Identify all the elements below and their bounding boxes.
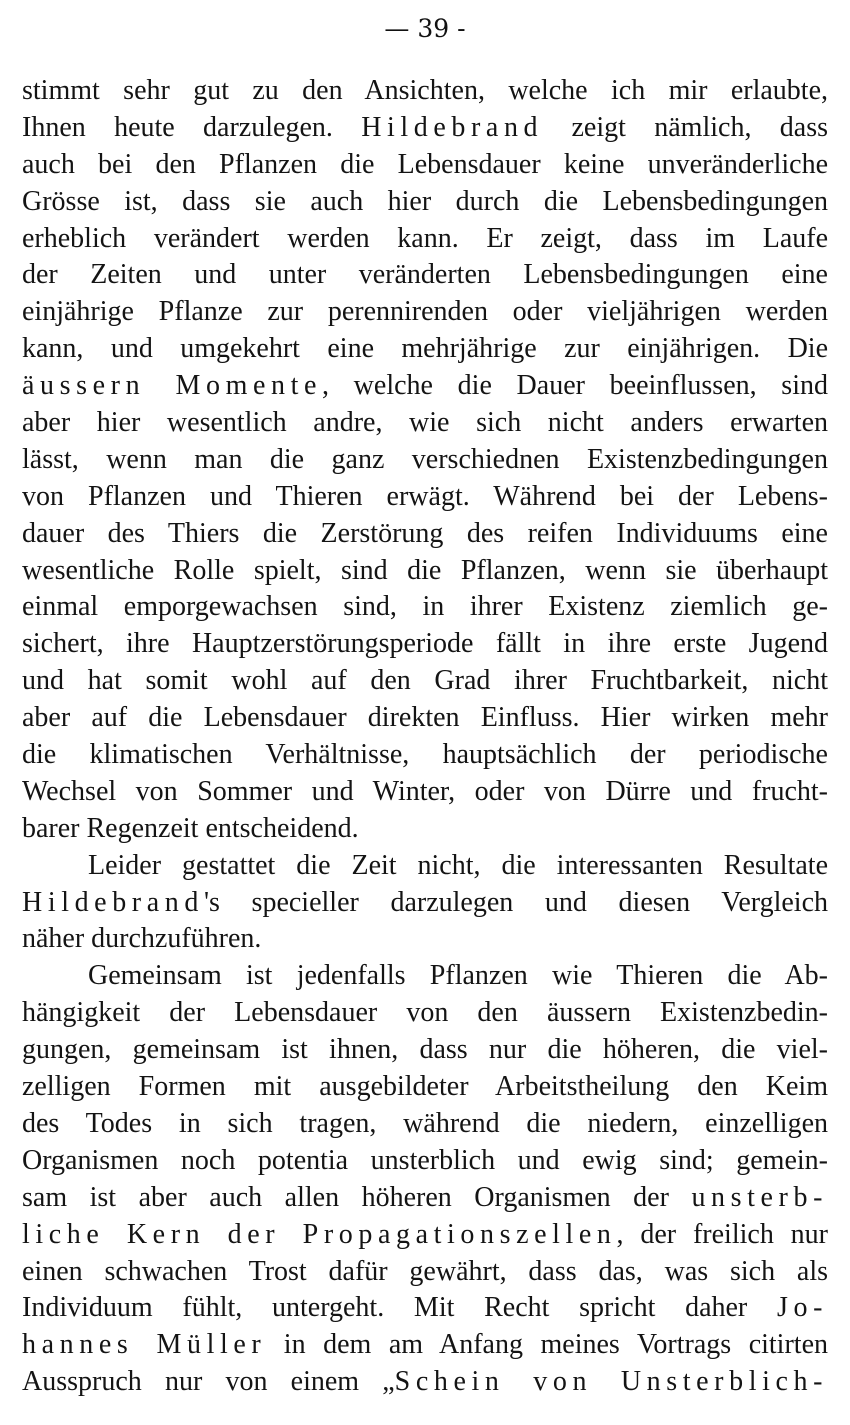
- text-line: [22, 1069, 828, 1106]
- text-line: [22, 405, 828, 442]
- spaced-emphasis-text: unsterb-: [691, 1181, 828, 1213]
- text-line: [22, 885, 828, 922]
- text-line: [22, 589, 828, 626]
- text-line: [22, 848, 828, 885]
- text-segment: , welche die Dauer beeinflussen, sind: [321, 370, 828, 402]
- text-segment: aber hier wesentlich andre, wie sich nicht anders erwarten: [22, 407, 828, 439]
- text-segment: lässt, wenn man die ganz verschiednen Existenzbedingungen: [22, 443, 828, 475]
- text-segment: einen schwachen Trost dafür gewährt, dass das, was sich als: [22, 1255, 828, 1287]
- text-segment: in dem am Anfang meines Vortrags citirten: [266, 1329, 828, 1361]
- text-segment: Gemeinsam ist jedenfalls Pflanzen wie Thieren die Ab-: [88, 960, 828, 992]
- text-segment: zelligen Formen mit ausgebildeter Arbeitstheilung den Keim: [22, 1071, 828, 1103]
- text-line: [22, 737, 828, 774]
- text-line: [22, 221, 828, 258]
- text-segment: stimmt sehr gut zu den Ansichten, welche ich mir erlaubte,: [22, 75, 828, 106]
- text-line: [22, 811, 828, 848]
- spaced-emphasis-text: Schein von Unsterblich-: [394, 1366, 829, 1398]
- text-line: [22, 1180, 828, 1217]
- text-segment: , der freilich nur: [616, 1218, 828, 1250]
- spaced-emphasis-text: äussern Momente: [22, 370, 322, 402]
- text-line: [22, 700, 828, 737]
- text-line: [22, 368, 828, 405]
- text-line: [22, 442, 828, 479]
- text-line: [22, 1032, 828, 1069]
- text-segment: aber auf die Lebensdauer direkten Einfluss. Hier wirken mehr: [22, 702, 828, 734]
- text-line: [22, 1327, 828, 1364]
- text-line: [22, 663, 828, 700]
- text-line: [22, 110, 828, 147]
- text-segment: Ihnen heute darzulegen.: [22, 111, 362, 143]
- text-segment: Ausspruch nur von einem „: [22, 1366, 395, 1398]
- text-segment: erheblich verändert werden kann. Er zeigt, dass im Laufe: [22, 222, 828, 254]
- text-line: [22, 553, 828, 590]
- text-line: [22, 921, 828, 958]
- text-line: [22, 73, 828, 110]
- text-segment: einmal emporgewachsen sind, in ihrer Existenz ziemlich ge-: [22, 591, 828, 623]
- text-line: [22, 1254, 828, 1291]
- text-segment: Individuum fühlt, untergeht. Mit Recht spricht daher: [22, 1292, 777, 1324]
- text-segment: näher durchzuführen.: [22, 923, 262, 955]
- text-line: [22, 958, 828, 995]
- spaced-emphasis-text: Jo-: [776, 1292, 828, 1324]
- text-segment: Grösse ist, dass sie auch hier durch die Lebensbedingungen: [22, 185, 828, 217]
- text-line: [22, 331, 828, 368]
- text-segment: wesentliche Rolle spielt, sind die Pflanzen, wenn sie überhaupt: [22, 554, 828, 586]
- text-segment: sam ist aber auch allen höheren Organismen der: [22, 1181, 692, 1213]
- text-segment: barer Regenzeit entscheidend.: [22, 812, 359, 844]
- spaced-emphasis-text: Hildebrand: [22, 886, 204, 918]
- text-line: [22, 516, 828, 553]
- text-line: [22, 1217, 828, 1254]
- text-segment: Leider gestattet die Zeit nicht, die interessanten Resultate: [88, 849, 828, 881]
- text-segment: hängigkeit der Lebensdauer von den äussern Existenzbedin-: [22, 997, 828, 1029]
- text-line: [22, 184, 828, 221]
- text-segment: gungen, gemeinsam ist ihnen, dass nur die höheren, die viel-: [22, 1034, 828, 1066]
- text-line: [22, 257, 828, 294]
- text-segment: Wechsel von Sommer und Winter, oder von Dürre und frucht-: [22, 775, 828, 807]
- text-segment: 's specieller darzulegen und diesen Vergleich: [203, 886, 828, 918]
- text-segment: kann, und umgekehrt eine mehrjährige zur einjährigen. Die: [22, 333, 828, 365]
- spaced-emphasis-text: liche Kern der Propagationszellen: [22, 1218, 617, 1250]
- text-segment: einjährige Pflanze zur perennirenden oder vieljährigen werden: [22, 296, 828, 328]
- text-line: [22, 995, 828, 1032]
- text-segment: von Pflanzen und Thieren erwägt. Während bei der Lebens-: [22, 480, 828, 512]
- spaced-emphasis-text: hannes Müller: [22, 1329, 267, 1361]
- text-segment: die klimatischen Verhältnisse, hauptsächlich der periodische: [22, 739, 828, 771]
- text-segment: dauer des Thiers die Zerstörung des reifen Individuums eine: [22, 517, 828, 549]
- text-line: [22, 774, 828, 811]
- text-line: [22, 1364, 828, 1401]
- text-segment: der Zeiten und unter veränderten Lebensbedingungen eine: [22, 259, 828, 291]
- text-line: [22, 147, 828, 184]
- text-line: [22, 1106, 828, 1143]
- spaced-emphasis-text: Hildebrand: [361, 111, 544, 143]
- text-segment: sichert, ihre Hauptzerstörungsperiode fällt in ihre erste Jugend: [22, 628, 828, 660]
- text-line: [22, 1290, 828, 1327]
- body-text: [22, 73, 828, 1401]
- text-segment: zeigt nämlich, dass: [543, 111, 828, 143]
- text-segment: des Todes in sich tragen, während die niedern, einzelligen: [22, 1107, 828, 1139]
- text-line: [22, 479, 828, 516]
- text-line: [22, 626, 828, 663]
- page-number: — 39 -: [384, 14, 466, 43]
- text-line: [22, 1143, 828, 1180]
- text-segment: und hat somit wohl auf den Grad ihrer Fruchtbarkeit, nicht: [22, 665, 828, 697]
- text-line: [22, 294, 828, 331]
- text-segment: Organismen noch potentia unsterblich und ewig sind; gemein-: [22, 1144, 828, 1176]
- text-segment: auch bei den Pflanzen die Lebensdauer keine unveränderliche: [22, 148, 828, 180]
